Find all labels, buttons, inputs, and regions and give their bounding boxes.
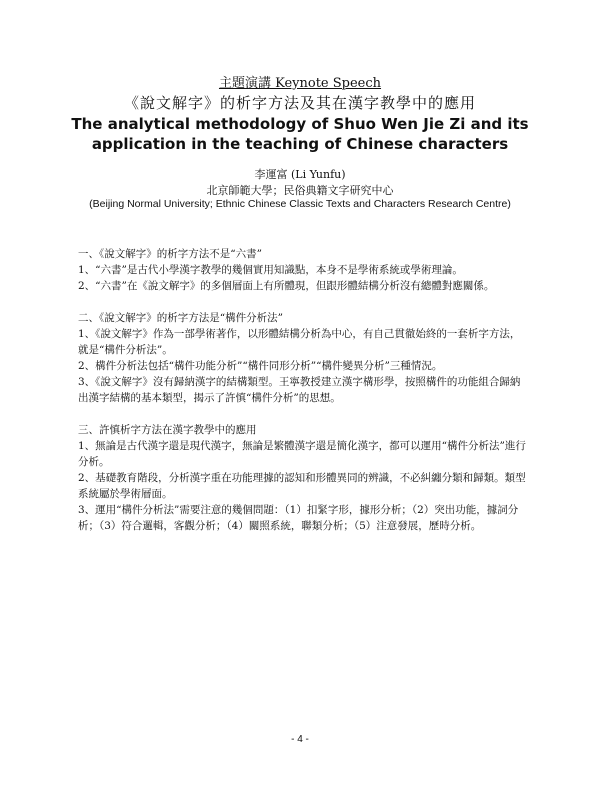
- title-english: [40, 114, 560, 154]
- list-item: 1、無論是古代漢字還是現代漢字，無論是繁體漢字還是簡化漢字，都可以運用“構件分析法”進行分析。: [78, 440, 526, 468]
- section-heading: 一、《說文解字》的析字方法不是“六書”: [78, 248, 262, 260]
- section-3: [78, 422, 528, 534]
- body-content: [78, 246, 528, 550]
- list-item: 1、《說文解字》作為一部學術著作，以形體結構分析為中心，有自己貫徹始終的一套析字方法，就是“構件分析法”。: [78, 328, 521, 356]
- section-heading: 二、《說文解字》的析字方法是“構件分析法”: [78, 312, 283, 324]
- section-1: [78, 246, 528, 294]
- section-label: 主題演講 Keynote Speech: [218, 76, 382, 91]
- list-item: 3、《說文解字》沒有歸納漢字的結構類型。王寧教授建立漢字構形學，按照構件的功能組合歸納出漢字結構的基本類型，揭示了許慎“構件分析”的思想。: [78, 376, 521, 404]
- list-item: 1、“六書”是古代小學漢字教學的幾個實用知識點，本身不是學術系統或學術理論。: [78, 264, 463, 276]
- affiliation-chinese: 北京師範大學；民俗典籍文字研究中心: [206, 184, 394, 197]
- title-english-line-2: application in the teaching of Chinese characters: [91, 135, 509, 153]
- list-item: 2、基礎教育階段，分析漢字重在功能理據的認知和形體異同的辨識，不必糾纏分類和歸類。類型系統屬於學術層面。: [78, 472, 526, 500]
- title-chinese: 《說文解字》的析字方法及其在漢字教學中的應用: [123, 94, 476, 112]
- page-number: - 4 -: [291, 734, 309, 745]
- author-name: 李運富 (Li Yunfu): [254, 168, 346, 181]
- list-item: 2、“六書”在《說文解字》的多個層面上有所體現，但跟形體結構分析沒有總體對應關係。: [78, 280, 495, 292]
- section-2: [78, 310, 528, 406]
- list-item: 2、構件分析法包括“構件功能分析”“構件同形分析”“構件變異分析”三種情況。: [78, 360, 443, 372]
- title-english-line-1: The analytical methodology of Shuo Wen Jie Zi and its: [71, 115, 529, 133]
- affiliation-english: (Beijing Normal University; Ethnic Chinese Classic Texts and Characters Research Centre): [89, 198, 511, 210]
- list-item: 3、運用“構件分析法”需要注意的幾個問題：（1）扣緊字形，據形分析；（2）突出功能，據詞分析；（3）符合邏輯，客觀分析；（4）關照系統，聯類分析；（5）注意發展，歷時分析。: [78, 504, 519, 532]
- section-heading: 三、許慎析字方法在漢字教學中的應用: [78, 424, 257, 436]
